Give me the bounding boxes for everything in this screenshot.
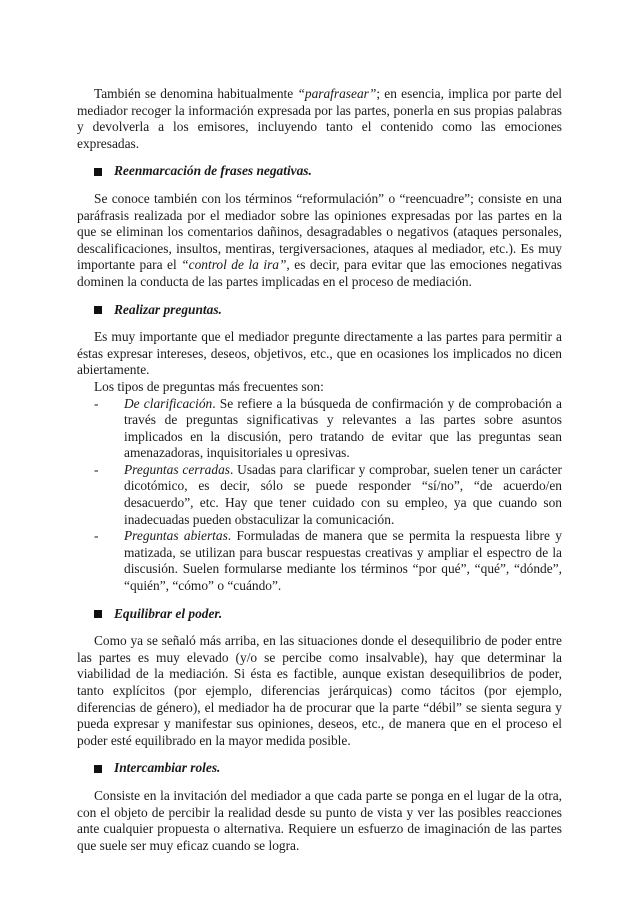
paragraph-reenmarcacion [77, 191, 562, 291]
list-item [77, 396, 562, 462]
heading-label: Equilibrar el poder. [114, 605, 223, 621]
paragraph-poder: Como ya se señaló más arriba, en las situaciones donde el desequilibrio de poder entre las partes es muy elevado (y/o se percibe como insalvable), hay que determinar la viabilidad de la mediación. Si ésta es factible, aunque existan desequilibrios de poder, tanto explícitos (por ejemplo, diferencias jerárquicas) como tácitos (por ejemplo, diferencias de género), el mediador ha de procurar que la parte “débil” se sienta segura y pueda expresar y manifestar sus opiniones, deseos, etc., de manera que en el proceso el poder esté equilibrado en la mayor medida posible. [77, 633, 562, 748]
black-square-icon [94, 610, 102, 618]
list-item-text: . Se refiere a la búsqueda de confirmación y de comprobación a través de preguntas significativas y relevantes a las partes sobre asuntos implicados en la discusión, pero tratando de evitar que las preguntas sean amenazadoras, inquisitoriales u opresivas. [124, 395, 563, 461]
list-item-text: . Formuladas de manera que se permita la respuesta libre y matizada, se utilizan para buscar respuestas creativas y ampliar el espectro de la discusión. Suelen formularse mediante los términos “por qué”, “qué”, “dónde”, “quién”, “cómo” o “cuándo”. [124, 528, 562, 594]
heading-label: Intercambiar roles. [114, 760, 221, 776]
list-item-body [124, 462, 562, 528]
text-run: También se denomina habitualmente [94, 86, 298, 101]
list-dash: - [94, 528, 99, 544]
list-dash: - [94, 461, 99, 477]
section-heading-roles [94, 760, 562, 777]
list-item [77, 528, 562, 594]
list-item-body [124, 396, 562, 462]
list-dash: - [94, 395, 99, 411]
list-item-term: Preguntas cerradas [124, 461, 230, 477]
heading-label: Reenmarcación de frases negativas. [114, 163, 312, 179]
text-run: ; en esencia, implica por parte del mediador recoger la información expresada por las partes, ponerla en sus propias palabras y devolverla a los emisores, incluyendo tanto el contenido como las emociones expresadas. [77, 86, 563, 151]
question-types-list [77, 396, 562, 595]
text-run: Se conoce también con los términos “reformulación” o “reencuadre”; consiste en una paráfrasis realizada por el mediador sobre las opiniones expresadas por las partes en la que se eliminan los comentarios dañinos, desagradables o negativos (ataques personales, descalificaciones, insultos, mentiras, tergiversaciones, ataques al mediador, etc.). Es muy importante para el [77, 190, 562, 273]
paragraph-roles: Consiste en la invitación del mediador a que cada parte se ponga en el lugar de la otra, con el objeto de percibir la realidad desde su punto de vista y ver las posibles reacciones ante cualquier propuesta o alternativa. Requiere un esfuerzo de imaginación de las partes que suele ser muy eficaz cuando se logra. [77, 787, 562, 853]
paragraph-preguntas: Es muy importante que el mediador pregunte directamente a las partes para permitir a éstas expresar intereses, deseos, objetivos, etc., que en ocasiones los implicados no dicen abiertamente. [77, 329, 562, 378]
paragraph-tipos-preguntas: Los tipos de preguntas más frecuentes son: [94, 378, 324, 394]
list-item-term: De clarificación [124, 395, 213, 411]
list-item [77, 462, 562, 528]
section-heading-preguntas [94, 302, 562, 319]
black-square-icon [94, 306, 102, 314]
list-item-body [124, 528, 562, 594]
emphasis-parafrasear: “parafrasear” [297, 86, 377, 101]
section-heading-reenmarcacion [94, 163, 562, 180]
emphasis-control-ira: “control de la ira” [181, 257, 287, 273]
black-square-icon [94, 168, 102, 176]
list-item-text: . Usadas para clarificar y comprobar, suelen tener un carácter dicotómico, es decir, sólo se puede responder “sí/no”, “de acuerdo/en desacuerdo”, etc. Hay que tener cuidado con su empleo, ya que cuando son inadecuadas pueden obstaculizar la comunicación. [124, 461, 562, 527]
text-run: , es decir, para evitar que las emociones negativas dominen la conducta de las partes implicadas en el proceso de mediación. [77, 257, 562, 289]
list-item-term: Preguntas abiertas [124, 528, 228, 544]
black-square-icon [94, 765, 102, 773]
section-heading-poder [94, 606, 562, 623]
heading-label: Realizar preguntas. [114, 301, 222, 317]
paragraph-parafrasear [77, 86, 562, 152]
